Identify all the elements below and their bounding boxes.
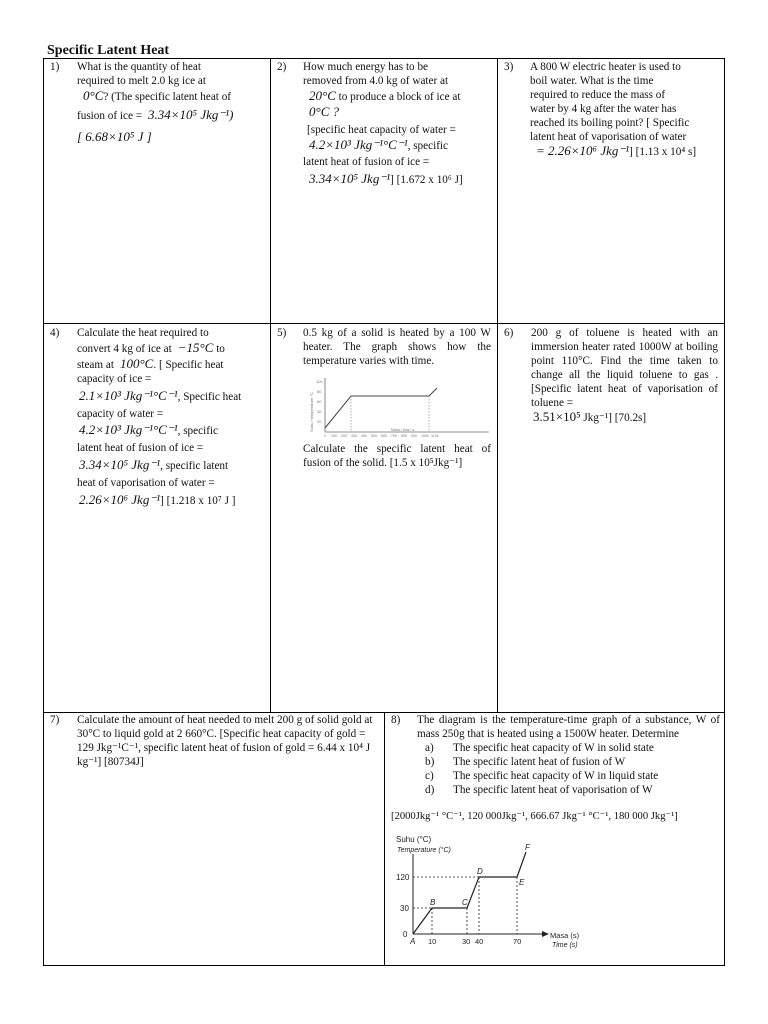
divider [43, 712, 725, 713]
equation: 3.34×10⁵ Jkg⁻¹ [79, 457, 161, 473]
item-text: The specific latent heat of vaporisation of W [453, 783, 653, 796]
question-7: Calculate the amount of heat needed to melt 200 g of solid gold at 30°C to liquid gold at 2 660°C. [Specific heat capacity of gold = 129 Jkg⁻¹C⁻¹, specific latent heat of fusion of gold = 6.44 x 10⁴ J kg⁻¹] [80734J] [77, 714, 373, 768]
point-label: B [430, 898, 436, 907]
question-8 [417, 714, 720, 797]
item-text: The specific heat capacity of W in liquid state [453, 769, 659, 782]
question-text: , specific [177, 425, 218, 438]
equation: 3.51×10⁵ [533, 409, 581, 425]
graph-xtick: 900 [411, 434, 417, 438]
graph-ytick: 0 [403, 930, 408, 939]
graph-ylabel: Suhu / temperature °C [309, 392, 314, 432]
answer: ] [1.672 x 10⁶ J] [390, 174, 463, 187]
graph-xtick: 600 [381, 434, 387, 438]
point-label: D [477, 867, 483, 876]
graph-xtick: 70 [513, 937, 522, 946]
question-text: , specific latent [160, 460, 229, 473]
question-1 [77, 61, 265, 146]
equation: −15°C [177, 339, 214, 355]
equation: 2.26×10⁶ Jkg⁻¹ [79, 492, 161, 508]
question-text: latent heat of fusion of ice = [303, 156, 430, 169]
question-text: removed from 4.0 kg of water at [303, 74, 449, 87]
question-number: 1) [50, 61, 60, 73]
equation: 0°C ? [309, 103, 340, 119]
graph-line [325, 388, 437, 428]
graph-ytick: 40 [317, 409, 322, 414]
question-text: to produce a block of ice at [338, 90, 461, 103]
graph-xtick: 30 [462, 937, 471, 946]
question-text: to [216, 342, 225, 355]
graph-xtick: 10 [428, 937, 437, 946]
item-key: c) [425, 769, 434, 782]
graph-ytick: 80 [317, 389, 322, 394]
question-text: , Specific heat [177, 390, 242, 403]
point-label: F [525, 843, 530, 852]
question-text: required to reduce the mass of [530, 88, 666, 101]
list-item [417, 742, 720, 756]
question-text: . [ Specific heat [153, 358, 224, 371]
item-key: d) [425, 783, 435, 796]
question-text: latent heat of fusion of ice = [77, 442, 204, 455]
answer: Jkg⁻¹] [70.2s] [583, 412, 647, 425]
graph-xtick: 40 [475, 937, 484, 946]
graph-ytick: 100 [316, 379, 323, 384]
answer: [2000Jkg⁻¹ °C⁻¹, 120 000Jkg⁻¹, 666.67 Jkg⁻¹ °C⁻¹, 180 000 Jkg⁻¹] [391, 811, 678, 822]
question-text: capacity of ice = [77, 372, 152, 385]
question-text: A 800 W electric heater is used to [530, 61, 681, 73]
question-text: 200 g of toluene is heated with an immersion heater rated 1000W at boiling point 110°C. Find the time taken to change all the liquid toluene to gas . [Specific latent heat of vaporisation of toluene = [531, 327, 718, 409]
graph-xtick: 700 [391, 434, 397, 438]
equation: = 2.26×10⁶ Jkg⁻¹ [536, 143, 630, 159]
question-6 [531, 327, 718, 426]
equation: 3.34×10⁵ Jkg⁻¹) [148, 106, 234, 122]
question-text: required to melt 2.0 kg ice at [77, 74, 206, 87]
question-text: capacity of water = [77, 407, 164, 420]
graph-xtick: 100 [331, 434, 337, 438]
list-item [417, 784, 720, 798]
graph-ytick: 30 [400, 904, 409, 913]
graph-ytick: 20 [317, 419, 322, 424]
equation: 4.2×10³ Jkg⁻¹°C⁻¹ [79, 422, 178, 438]
temperature-time-graph-small [303, 374, 493, 440]
graph-ytick: 60 [317, 399, 322, 404]
point-label: A [410, 937, 416, 946]
graph-xlabel: Masa / time / s [391, 428, 415, 432]
graph-xtick: 1000 [421, 434, 429, 438]
graph-line [413, 852, 526, 934]
question-4 [77, 327, 267, 509]
question-number: 4) [50, 327, 60, 339]
divider [270, 58, 271, 712]
question-text: water by 4 kg after the water has [530, 102, 677, 115]
equation: 100°C [119, 355, 154, 371]
graph-xlabel: Time (s) [552, 942, 578, 949]
question-number: 5) [277, 327, 287, 339]
point-label: E [519, 878, 525, 887]
graph-xlabel: Masa (s) [550, 931, 580, 940]
question-text: steam at [77, 358, 114, 371]
divider [384, 712, 385, 966]
question-text: How much energy has to be [303, 61, 429, 73]
question-number: 7) [50, 714, 60, 726]
equation: 2.1×10³ Jkg⁻¹°C⁻¹ [79, 387, 178, 403]
question-number: 2) [277, 61, 287, 73]
question-text: [specific heat capacity of water = [307, 123, 456, 136]
question-text: Calculate the heat required to [77, 327, 209, 339]
question-text: ? (The specific latent heat of [103, 90, 232, 103]
temperature-time-graph [392, 830, 592, 955]
question-text: fusion of ice = [77, 109, 143, 122]
question-text: latent heat of vaporisation of water [530, 130, 687, 143]
equation: 3.34×10⁵ Jkg⁻¹ [309, 171, 391, 187]
point-label: C [462, 898, 468, 907]
list-item [417, 770, 720, 784]
question-text: boil water. What is the time [530, 74, 654, 87]
graph-xtick: 500 [371, 434, 377, 438]
graph-xtick: 200 [341, 434, 347, 438]
item-text: The specific heat capacity of W in solid state [453, 741, 654, 754]
question-number: 3) [504, 61, 514, 73]
question-text: , specific [407, 139, 448, 152]
sub-question-list [417, 742, 720, 798]
item-text: The specific latent heat of fusion of W [453, 755, 626, 768]
graph-xtick: 300 [351, 434, 357, 438]
question-number: 6) [504, 327, 514, 339]
page-title: Specific Latent Heat [47, 43, 170, 58]
answer: ] [1.13 x 10⁴ s] [629, 146, 697, 159]
question-3 [530, 61, 720, 160]
question-number: 8) [391, 714, 401, 726]
question-5-intro: 0.5 kg of a solid is heated by a 100 W heater. The graph shows how the temperature varies with time. [303, 327, 491, 367]
divider [497, 58, 498, 712]
item-key: a) [425, 741, 434, 754]
question-2 [303, 61, 493, 188]
equation: 20°C [309, 87, 336, 103]
item-key: b) [425, 755, 435, 768]
question-text: The diagram is the temperature-time graph of a substance, W of mass 250g that is heated using a 1500W heater. Determine [417, 714, 720, 740]
graph-xtick: 400 [361, 434, 367, 438]
question-text: What is the quantity of heat [77, 61, 201, 73]
answer: ] [1.218 x 10⁷ J ] [160, 495, 236, 508]
divider [43, 323, 725, 324]
graph-ytick: 120 [396, 873, 410, 882]
question-5-question: Calculate the specific latent heat of fusion of the solid. [1.5 x 10⁵Jkg⁻¹] [303, 443, 491, 469]
answer: [ 6.68×10⁵ J ] [77, 128, 152, 144]
question-text: heat of vaporisation of water = [77, 477, 215, 490]
graph-xtick: 1100 [431, 434, 439, 438]
list-item [417, 756, 720, 770]
equation: 0°C [83, 87, 104, 103]
question-text: reached its boiling point? [ Specific [530, 116, 690, 129]
graph-ylabel: Temperature (°C) [397, 847, 451, 854]
graph-xtick: 0 [324, 434, 326, 438]
question-text: convert 4 kg of ice at [77, 342, 172, 355]
equation: 4.2×10³ Jkg⁻¹°C⁻¹ [309, 136, 408, 152]
graph-ylabel: Suhu (°C) [396, 835, 432, 844]
graph-xtick: 800 [401, 434, 407, 438]
